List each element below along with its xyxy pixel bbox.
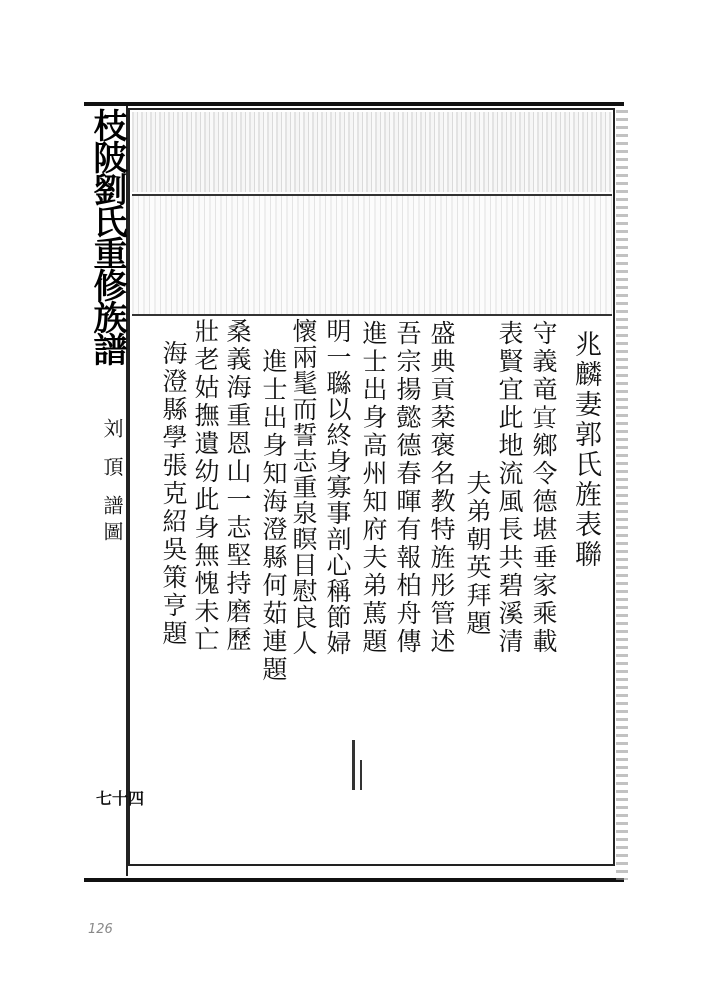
page-edge-noise [616,110,628,880]
margin-note: 126 [88,922,113,937]
inscription-title: 兆麟妻郭氏旌表聯 [570,330,601,570]
couplet-line-5: 明一䏈以終身寡事剖心稱節婦 [323,318,352,656]
couplet-line-4: 吾宗揚懿德春暉有報柏舟傳 [393,320,422,656]
couplet-line-6: 懷兩髦而誓志重泉瞑目慰良人 [289,318,318,656]
page-number: 七十四 [96,789,145,808]
header-band [132,112,612,192]
spine-subtitle: 刘 頂 譜圖 [100,418,124,547]
couplet-line-7: 桑義海重恩山一志堅持磨歷 [223,318,252,654]
subheader-band [132,196,612,314]
couplet-line-2: 表賢宜此地流風長共碧溪清 [495,320,524,656]
spine-title: 枝陂劉氏重修族譜 [87,108,127,364]
couplet-line-3: 盛典貢棻褒名教特旌彤管述 [427,320,456,656]
header-rule [132,194,612,196]
signature-2: 進士出身高州知府夫弟䔍題 [359,320,388,656]
ink-mark [352,740,355,790]
couplet-line-1: 守義竜𡨋鄉令德堪垂家乘載 [529,320,558,656]
couplet-line-8: 壯老姑撫遺幼此身無愧未亡 [191,318,220,654]
signature-3: 進士出身知海澄縣何茹連題 [259,348,288,684]
signature-4: 海澄縣學張克紹吳策亨題 [159,340,188,648]
signature-1: 夫弟朝英拜題 [463,470,492,638]
content-rule [132,314,612,316]
ink-mark [360,760,362,790]
